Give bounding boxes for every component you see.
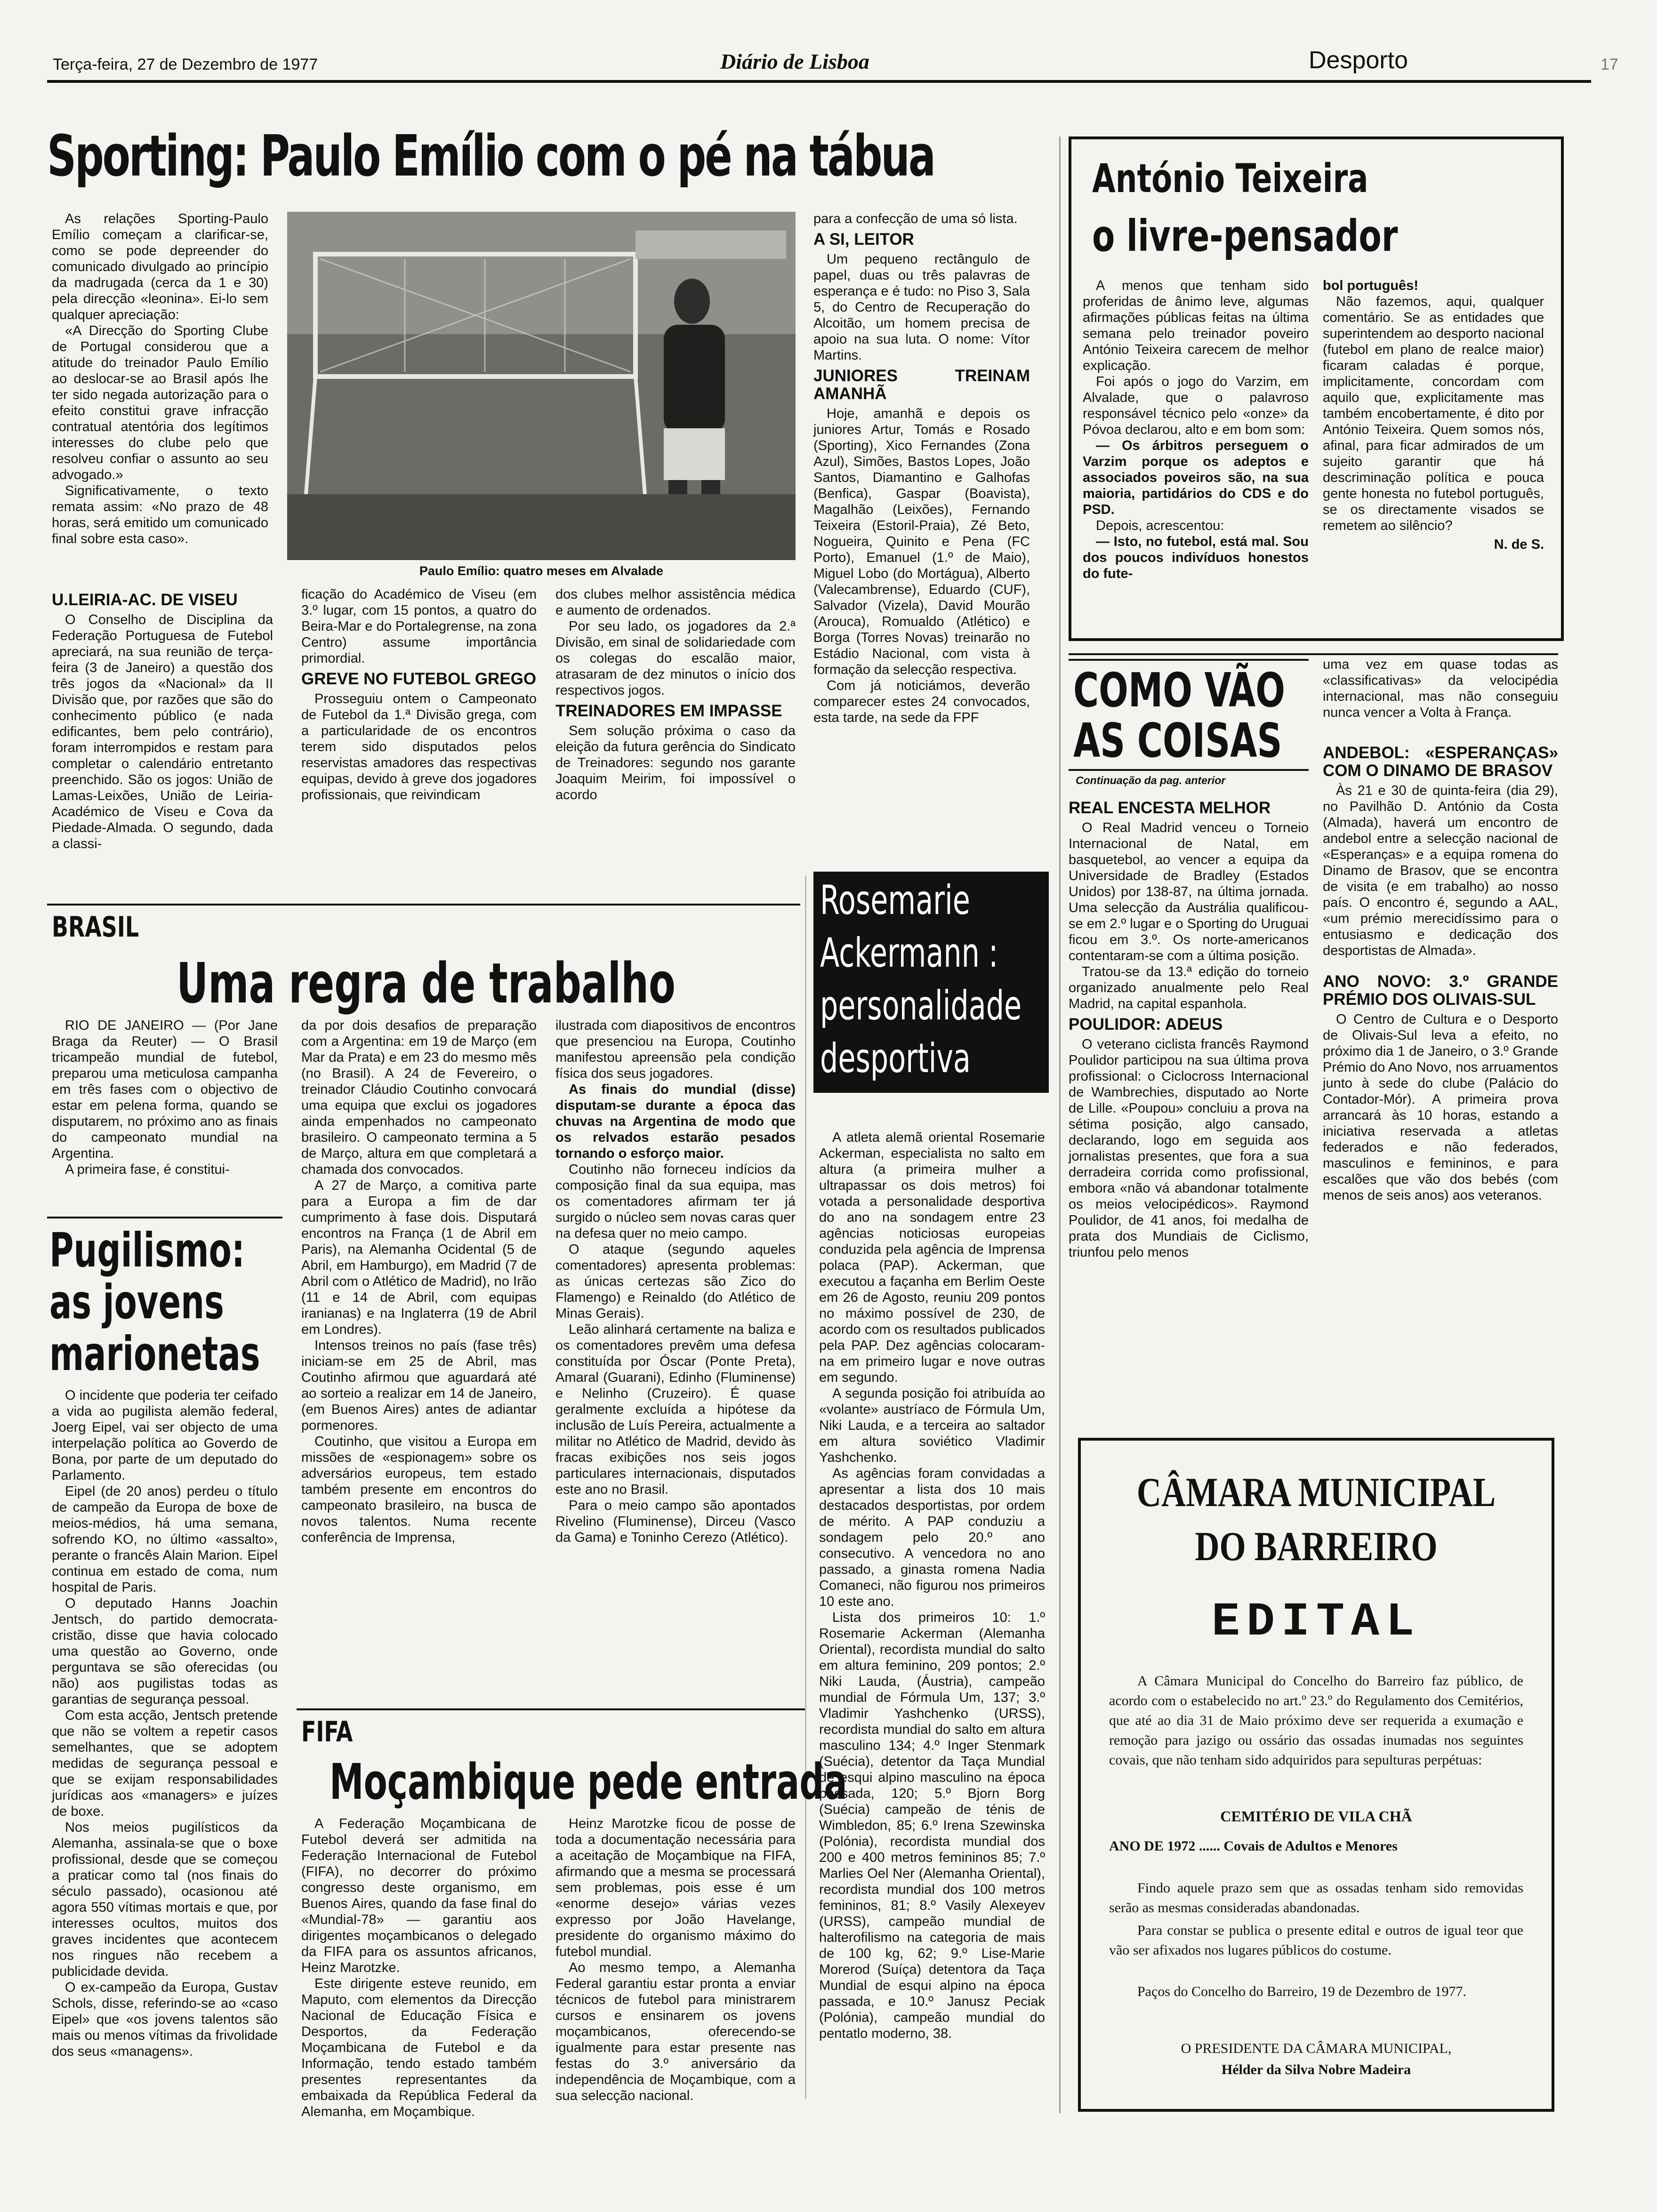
sporting-headline: Sporting: Paulo Emílio com o pé na tábua [47, 124, 934, 189]
real-text: O Real Madrid venceu o Torneio Internacional de Natal, em basquetebol, ao vencer a equipa da Universidade de Bradley (Estados Unidos) por 138-87, na última jornada. Uma selecção da Austrália qualificou-se em 2.º lugar e o Sporting do Uruguai ficou em 3.º. Os norte-americanos contentaram-se com a última posição. [1069, 820, 1309, 963]
pugilismo-text: O deputado Hanns Joachin Jentsch, do partido democrata-cristão, disse que havia colocado uma questão ao Governo, onde perguntava se são oferecidas (ou não) aos pugilistas todas as garantias de segurança pessoal. [52, 1596, 278, 1707]
edital-box [1078, 1438, 1554, 2112]
coisas-title-2: AS COISAS [1073, 713, 1282, 768]
edital-paragraph-2: Findo aquele prazo sem que as ossadas tenham sido removidas serão as mesmas consideradas abandonadas. [1109, 1880, 1523, 1915]
teixeira-title-1: António Teixeira [1092, 155, 1368, 201]
brasil-text: RIO DE JANEIRO — (Por Jane Braga da Reuter) — O Brasil tricampeão mundial de futebol, preparou uma meticulosa campanha em três fases com o objectivo de estar em pelena forma, quando se disputarem, no próximo ano as finais do campeonato mundial na Argentina. [52, 1018, 278, 1161]
grego-text-3: Por seu lado, os jogadores da 2.ª Divisão, em sinal de solidariedade com os colegas do escalão maior, atrasaram de dez minutos o início dos respectivos jogos. [555, 619, 796, 698]
brasil-col-1 [52, 1018, 278, 1178]
fifa-col-2 [555, 1816, 796, 2104]
masthead [0, 0, 1657, 80]
brasil-text: A primeira fase, é constitui- [65, 1162, 230, 1177]
rosemarie-text: As agências foram convidadas a apresentar a lista dos 10 mais destacados desportistas, por ordem de mérito. A PAP conduziu a sondagem pelo 20.º ano consecutivo. A vencedora no ano passado, a ginasta romena Nadia Comaneci, não figurou nos primeiros 10 este ano. [819, 1466, 1045, 1609]
teixeira-title-2: o livre-pensador [1092, 211, 1398, 261]
juniores-text-2: Com já noticiámos, deverão comparecer estes 24 convocados, esta tarde, na sede da FPF [813, 678, 1030, 725]
grego-text: Prosseguiu ontem o Campeonato de Futebol da 1.ª Divisão grega, com a particularidade de os encontros terem sido disputados pelos reservistas amadores das respectivas equipas, devido à greve dos jogadores profissionais, que reivindicam [301, 691, 537, 802]
rosemarie-title-line: personalidade [820, 982, 1022, 1029]
pugilismo-text: O incidente que poderia ter ceifado a vida ao pugilista alemão federal, Joerg Eipel, vai ser objecto de uma interpelação política ao Goverdo de Bona, por parte de um deputado do Parlamento. [52, 1388, 278, 1483]
teixeira-quote-end: bol português! [1323, 278, 1418, 293]
sporting-paragraph: Significativamente, o texto remata assim: «No prazo de 48 horas, será emitido um comunicado final sobre esta caso». [52, 483, 268, 546]
coisas-rule [1069, 653, 1558, 655]
leiria-col-2 [301, 586, 537, 803]
leiria-col-1 [52, 587, 273, 852]
teixeira-signature: N. de S. [1494, 537, 1544, 552]
rosemarie-title-box [813, 872, 1049, 1093]
fifa-text: Heinz Marotzke ficou de posse de toda a documentação necessária para a aceitação de Moçambique na FIFA, afirmando que a mesma se processará sem problemas, pois esse é um «enorme desejo» várias vezes expresso por João Havelange, presidente do organismo máximo do futebol mundial. [555, 1816, 796, 1959]
masthead-rule [47, 80, 1591, 83]
photo-scene [287, 212, 796, 560]
sporting-paragraph: «A Direcção do Sporting Clube de Portugal considerou que a atitude do treinador Paulo Emílio ao deslocar-se ao Brasil após lhe ter sido negada autorização para o efeito constitui grave infracção contratual atentória dos legítimos interesses do clube pelo que resolveu confiar o assunto ao seu advogado.» [52, 323, 268, 482]
pugilismo-col [52, 1387, 278, 2060]
brasil-text: O ataque (segundo aqueles comentadores) apresenta problemas: as únicas certezas são Zico do Flamengo) e Reinaldo (do Atlético de Minas Gerais). [555, 1242, 796, 1321]
juniores-heading: JUNIORES TREINAM AMANHÃ [813, 367, 1030, 403]
coisas-col-1 [1069, 795, 1309, 1260]
treinadores-heading: TREINADORES EM IMPASSE [555, 702, 782, 720]
grego-heading: GREVE NO FUTEBOL GREGO [301, 670, 537, 688]
edital-paragraph-4: Paços do Concelho do Barreiro, 19 de Dezembro de 1977. [1137, 1984, 1466, 1999]
treinadores-text: Sem solução próxima o caso da eleição da futura gerência do Sindicato de Treinadores: segundo nos garante Joaquim Meirim, foi impossível o acordo [555, 723, 796, 802]
edital-title-2: DO BARREIRO [1195, 1524, 1438, 1570]
leiria-heading: U.LEIRIA-AC. DE VISEU [52, 591, 238, 609]
rosemarie-col [819, 1130, 1045, 2042]
sporting-col-1 [52, 211, 268, 547]
pugilismo-title-3: marionetas [49, 1326, 260, 1381]
brasil-quote: As finais do mundial (disse) disputam-se durante a época das chuvas na Argentina de modo que os relvados estarão pesados tornando o esforço maior. [555, 1082, 796, 1161]
fifa-text: Este dirigente esteve reunido, em Maputo, com elementos da Direcção Nacional de Educação Física e Desportos, da Federação Moçambicana de Futebol e da Informação, tendo estado também presentes representantes da embaixada da República Federal da Alemanha, em Moçambique. [301, 1976, 537, 2119]
teixeira-quote: — Os árbitros perseguem o Varzim porque os adeptos e associados poveiros são, na sua maioria, partidários do CDS e do PSD. [1083, 438, 1309, 517]
rosemarie-text: A segunda posição foi atribuída ao «volante» austríaco de Fórmula Um, Niki Lauda, e a terceira ao saltador em altura soviético Vladimir Yashchenko. [819, 1386, 1045, 1465]
rosemarie-title-line: Ackermann : [820, 930, 998, 977]
teixeira-text: Foi após o jogo do Varzim, em Alvalade, que o palavroso responsável técnico pelo «onze» da Póvoa declarou, alto e em bom som: [1083, 374, 1309, 437]
brasil-text: da por dois desafios de preparação com a Argentina: em 19 de Março (em Mar da Prata) e em 23 do mesmo mês (no Brasil). A 24 de Fevereiro, o treinador Cláudio Coutinho convocará uma equipa que exclui os jogadores ainda empenhados no campeonato brasileiro. O campeonato termina a 5 de Março, altura em que completará a chamada dos convocados. [301, 1018, 537, 1177]
column-rule [1059, 136, 1061, 2113]
poulidor-text: O veterano ciclista francês Raymond Poulidor participou na sua última prova profissional: o Ciclocross Internacional de Wambrechies, disputado ao Norte de Lille. «Poupou» concluiu a prova na sétima posição, algo cansado, declarando, logo em seguida aos jornalistas presentes, que fora a sua derradeira corrida como profissional, embora «não vá abandonar totalmente os meios velocipédicos». Raymond Poulidor, de 41 anos, foi medalha de prata dos Mundiais de Ciclismo, triunfou pelo menos [1069, 1037, 1309, 1260]
edital-signatory: Hélder da Silva Nobre Madeira [1221, 2062, 1411, 2077]
coisas-col-2 [1323, 657, 1558, 1203]
column-rule [805, 875, 806, 2099]
edital-title-3: EDITAL [1211, 1596, 1421, 1649]
ano-novo-text: O Centro de Cultura e o Desporto de Olivais-Sul leva a efeito, no próximo dia 1 de Janeiro, o 3.º Grande Prémio do Ano Novo, nos arruamentos junto à sede do clube (Palácio do Contador-Mór). A primeira prova arrancará às 10 horas, estando a iniciativa reservada a atletas federados e não federados, masculinos e femininos, e para escalões que vão dos bebés (com menos de seis anos) aos veteranos. [1323, 1012, 1558, 1203]
fifa-rule [297, 1708, 805, 1710]
real-text-2: Tratou-se da 13.ª edição do torneio organizado anualmente pelo Real Madrid, na capital espanhola. [1069, 964, 1309, 1011]
teixeira-col-1 [1083, 278, 1309, 582]
fifa-kicker: FIFA [301, 1715, 353, 1748]
andebol-heading: ANDEBOL: «ESPERANÇAS» COM O DINAMO DE BRASOV [1323, 744, 1558, 780]
juniores-text: Hoje, amanhã e depois os juniores Artur, Tomás e Rosado (Sporting), Xico Fernandes (Zona Azul), Simões, Bastos Lopes, João Santos, Diamantino e Galhofas (Benfica), Gaspar (Boavista), Magalhão (Leixões), Fernando Teixeira (Estoril-Praia), Zé Beto, Nogueira, Quinito e Pena (FC Porto), Emanuel (1.º de Maio), Miguel Lobo (do Mortágua), Alberto (Valecambrense), Eduardo (CUF), Salvador (Vizela), David Mourão (Arouca), Romualdo (Atlético) e Borga (Torres Novas) treinarão no Estádio Nacional, com vista à formação da selecção respectiva. [813, 406, 1030, 677]
ano-novo-heading: ANO NOVO: 3.º GRANDE PRÉMIO DOS OLIVAIS-SUL [1323, 972, 1558, 1009]
fifa-text: A Federação Moçambicana de Futebol deverá ser admitida na Federação Internacional de Futebol (FIFA), no decorrer do próximo congresso deste organismo, em Buenos Aires, quando da fase final do «Mundial-78» — garantiu aos dirigentes moçambicanos o delegado da FIFA para os assuntos africanos, Heinz Marotzke. [301, 1816, 537, 1975]
pugilismo-text: O ex-campeão da Europa, Gustav Schols, disse, referindo-se ao «caso Eipel» que «os jovens talentos são mais ou menos vítimas da frivolidade dos seus «managens». [52, 1980, 278, 2059]
rosemarie-title-line: Rosemarie [820, 877, 970, 924]
paulo-emilio-photo [287, 212, 796, 560]
brasil-text: A 27 de Março, a comitiva parte para a Europa a fim de dar cumprimento à fase dois. Disputará encontros na França (1 de Abril em Paris), na Alemanha Ocidental (5 de Abril, em Hamburgo), em Madrid (7 de Abril com o Atlético de Madrid), no Irão (11 e 14 de Abril, com equipas iranianas) e na Inglaterra (19 de Abril em Londres). [301, 1178, 537, 1337]
page-number: 17 [1601, 56, 1618, 73]
pugilismo-text: Eipel (de 20 anos) perdeu o título de campeão da Europa de boxe de meios-médios, há uma semana, sofrendo KO, no último «assalto», perante o francês Alain Marion. Eipel continua em estado de coma, num hospital de Paris. [52, 1484, 278, 1595]
brasil-text: Para o meio campo são apontados Rivelino (Fluminense), Dirceu (Vasco da Gama) e Toninho Cerezo (Atlético). [555, 1498, 796, 1545]
lista-text: para a confecção de uma só lista. [813, 211, 1018, 226]
andebol-text: Às 21 e 30 de quinta-feira (dia 29), no Pavilhão D. António da Costa (Almada), haverá um encontro de andebol entre a selecção nacional de «Esperanças» e a equipa romena do Dinamo de Brasov, que se encontra de visita (e em trabalho) ao nosso país. O encontro é, segundo a AAL, «um prémio merecidíssimo para o entusiasmo e dedicação dos desportistas de Almada». [1323, 783, 1558, 958]
pugilismo-text: Nos meios pugilísticos da Alemanha, assinala-se que o boxe profissional, desde que se começou a praticar como tal (nos finais do século passado), ocasionou até agora 550 vítimas mortais e que, por interesses ocultos, muitos dos graves incidentes que acontecem nos ringues não recebem a publicidade devida. [52, 1820, 278, 1979]
teixeira-quote: — Isto, no futebol, está mal. Sou dos poucos indivíduos honestos do fute- [1083, 534, 1309, 581]
leiria-col-3 [555, 586, 796, 803]
newspaper-name: Diário de Lisboa [720, 49, 869, 73]
real-heading: REAL ENCESTA MELHOR [1069, 799, 1271, 817]
fifa-col-1 [301, 1816, 537, 2120]
sporting-col-3 [813, 211, 1030, 726]
pugilismo-rule [47, 1217, 282, 1218]
brasil-col-2 [301, 1018, 537, 1546]
coisas-continuation: Continuação da pag. anterior [1076, 774, 1226, 786]
teixeira-text: A menos que tenham sido proferidas de ânimo leve, algumas afirmações públicas feitas na última semana pelo treinador poveiro António Teixeira carecem de melhor explicação. [1083, 278, 1309, 373]
pugilismo-text: Com esta acção, Jentsch pretende que não se voltem a repetir casos semelhantes, que se adoptem medidas de segurança pessoal e que se exijam responsabilidades jurídicas aos «managers» e juízes de boxe. [52, 1708, 278, 1819]
photo-caption: Paulo Emílio: quatro meses em Alvalade [419, 564, 664, 578]
pugilismo-title-2: as jovens [49, 1274, 224, 1330]
asi-leitor-heading: A SI, LEITOR [813, 230, 914, 248]
teixeira-text: Depois, acrescentou: [1096, 518, 1224, 533]
rosemarie-list: Lista dos primeiros 10: 1.º Rosemarie Ackerman (Alemanha Oriental), recordista mundial do salto em altura feminino, 209 pontos; 2.º Niki Lauda, (Áustria), campeão mundial de Fórmula Um, 137; 3.º Vladimir Yashchenko (URSS), recordista mundial do salto em altura masculino 134; 4.º Inger Stenmark (Suécia), detentor da Taça Mundial de esqui alpino masculino na época passada, 120; 5.º Bjorn Borg (Suécia) campeão de ténis de Wimbledon, 85; 6.º Irena Szewinska (Polónia), recordista mundial dos 200 e 400 metros femininos 85; 7.º Marlies Oel Ner (Alemanha Oriental), recordista mundial dos 100 metros femininos, 81; 8.º Vasily Alexeyev (URSS), campeão mundial de halterofilismo na categoria de mais de 100 kg, 62; 9.º Lise-Marie Morerod (Suíça) detentora da Taça Mundial de esqui alpino na época passada, e 10.º Janusz Peciak (Polónia), campeão mundial do pentatlo moderno, 38. [819, 1610, 1045, 2041]
leiria-text: O Conselho de Disciplina da Federação Portuguesa de Futebol apreciará, na sua reunião de terça-feira (3 de Janeiro) a questão dos três jogos da «Nacional» da II Divisão que, por razões que são do conhecimento público (e nada edificantes, bem pelo contrário), foram interrompidos e restam para completar o calendário entretanto preenchido. São os jogos: União de Lamas-Leixões, União de Leiria-Académico de Viseu e Cova da Piedade-Almada. O segundo, dada a classi- [52, 612, 273, 851]
brasil-text: Intensos treinos no país (fase três) iniciam-se em 25 de Abril, mas Coutinho afirmou que aguardará até ao sorteio a realizar em 14 de Janeiro, (em Buenos Aires) antes de adiantar pormenores. [301, 1338, 537, 1433]
section-name: Desporto [1309, 47, 1408, 74]
edital-paragraph-1: A Câmara Municipal do Concelho do Barreiro faz público, de acordo com o estabelecido no art.º 23.º do Regulamento dos Cemitérios, que até ao dia 31 de Maio próximo deve ser requerida a exumação e remoção para jazigo ou ossário das ossadas inumadas nos seguintes covais, que não tenham sido adquiridos para sepulturas perpétuas: [1109, 1673, 1523, 1768]
brasil-kicker: BRASIL [52, 911, 139, 944]
edital-cemiterio: CEMITÉRIO DE VILA CHÃ [1220, 1808, 1412, 1825]
teixeira-col-2 [1323, 278, 1544, 553]
issue-date: Terça-feira, 27 de Dezembro de 1977 [53, 56, 318, 73]
edital-president: O PRESIDENTE DA CÂMARA MUNICIPAL, [1181, 2041, 1452, 2056]
poulidor-heading: POULIDOR: ADEUS [1069, 1015, 1223, 1034]
edital-title-1: CÂMARA MUNICIPAL [1136, 1470, 1496, 1515]
sporting-paragraph: As relações Sporting-Paulo Emílio começam a clarificar-se, como se pode depreender do comunicado divulgado ao princípio da madrugada (cerca da 1 e 30) pela direcção «leonina». Ei-lo sem qualquer apreciação: [52, 211, 268, 322]
edital-ano: ANO DE 1972 ...... Covais de Adultos e Menores [1109, 1838, 1398, 1854]
asi-leitor-text: Um pequeno rectângulo de papel, duas ou três palavras de esperança e é tudo: no Piso 3, Sala 5, do Centro de Recuperação do Alcoitão, um homem precisa de apoio na sua luta. O nome: Vítor Martins. [813, 252, 1030, 363]
fifa-text: Ao mesmo tempo, a Alemanha Federal garantiu estar pronta a enviar técnicos de futebol para ministrarem cursos e ensinarem os jovens moçambicanos, oferecendo-se igualmente para estar presente nas festas do 3.º aniversário da independência de Moçambique, com a sua selecção nacional. [555, 1960, 796, 2103]
brasil-text: Coutinho não forneceu indícios da composição final da sua equipa, mas os comentadores afirmam ter já surgido o núcleo sem novas caras quer na defesa quer no meio campo. [555, 1162, 796, 1241]
brasil-text: ilustrada com diapositivos de encontros que presenciou na Europa, Coutinho manifestou apreensão pela condição física dos seus jogadores. [555, 1018, 796, 1081]
brasil-text: Leão alinhará certamente na baliza e os comentadores prevêm uma defesa constituída por Óscar (Ponte Preta), Amaral (Guarani), Edinho (Fluminense) e Nelinho (Cruzeiro). É quase geralmente excluída a hipótese da inclusão de Luís Pereira, actualmente a militar no Atlético de Madrid, devido às fracas exibições nos seis jogos particulares internacionais, disputados este ano no Brasil. [555, 1322, 796, 1497]
brasil-headline: Uma regra de trabalho [177, 951, 676, 1016]
volta-text: uma vez em quase todas as «classificativas» da velocipédia internacional, mas não conseguiu nunca vencer a Volta à França. [1323, 657, 1558, 720]
brasil-rule [47, 904, 800, 906]
coisas-title-1: COMO VÃO [1073, 663, 1285, 718]
edital-paragraph-3: Para constar se publica o presente edital e outros de igual teor que vão ser afixados nos lugares públicos do costume. [1109, 1923, 1523, 1958]
brasil-col-3 [555, 1018, 796, 1546]
brasil-text: Coutinho, que visitou a Europa em missões de «espionagem» sobre os adversários europeus, tem estado também presente em encontros do campeonato brasileiro, na busca de novos talentos. Numa recente conferência de Imprensa, [301, 1434, 537, 1545]
grego-text-2: dos clubes melhor assistência médica e aumento de ordenados. [555, 587, 796, 618]
pugilismo-title-1: Pugilismo: [49, 1223, 245, 1278]
rosemarie-text: A atleta alemã oriental Rosemarie Ackerman, especialista no salto em altura (a primeira mulher a ultrapassar os dois metros) foi votada a personalidade desportiva do ano na sondagem entre 23 agências noticiosas europeias conduzida pela agência de Imprensa polaca (PAP). Ackerman, que executou a façanha em Berlim Oeste em 26 de Agosto, reuniu 209 pontos no máximo possível de 230, de acordo com os resultados publicados pela PAP. Dez agências colocaram-na em primeiro lugar e nove outras em segundo. [819, 1130, 1045, 1385]
teixeira-text: Não fazemos, aqui, qualquer comentário. Se as entidades que superintendem ao desporto nacional (futebol em plano de realce maior) ficaram caladas é porque, implicitamente, concordam com aquilo que, explicitamente mas também encobertamente, é dito por António Teixeira. Quem somos nós, afinal, para ficar admirados de um sujeito garantir que há descriminação política e pouca gente honesta no futebol português, se os directamente visados se remetem ao silêncio? [1323, 294, 1544, 533]
rosemarie-title-line: desportiva [820, 1035, 971, 1082]
leiria-text-2: ficação do Académico de Viseu (em 3.º lugar, com 15 pontos, a quatro do Beira-Mar e do Portalegrense, na zona Centro) assume importância primordial. [301, 587, 537, 666]
fifa-headline: Moçambique pede entrada [330, 1753, 847, 1811]
